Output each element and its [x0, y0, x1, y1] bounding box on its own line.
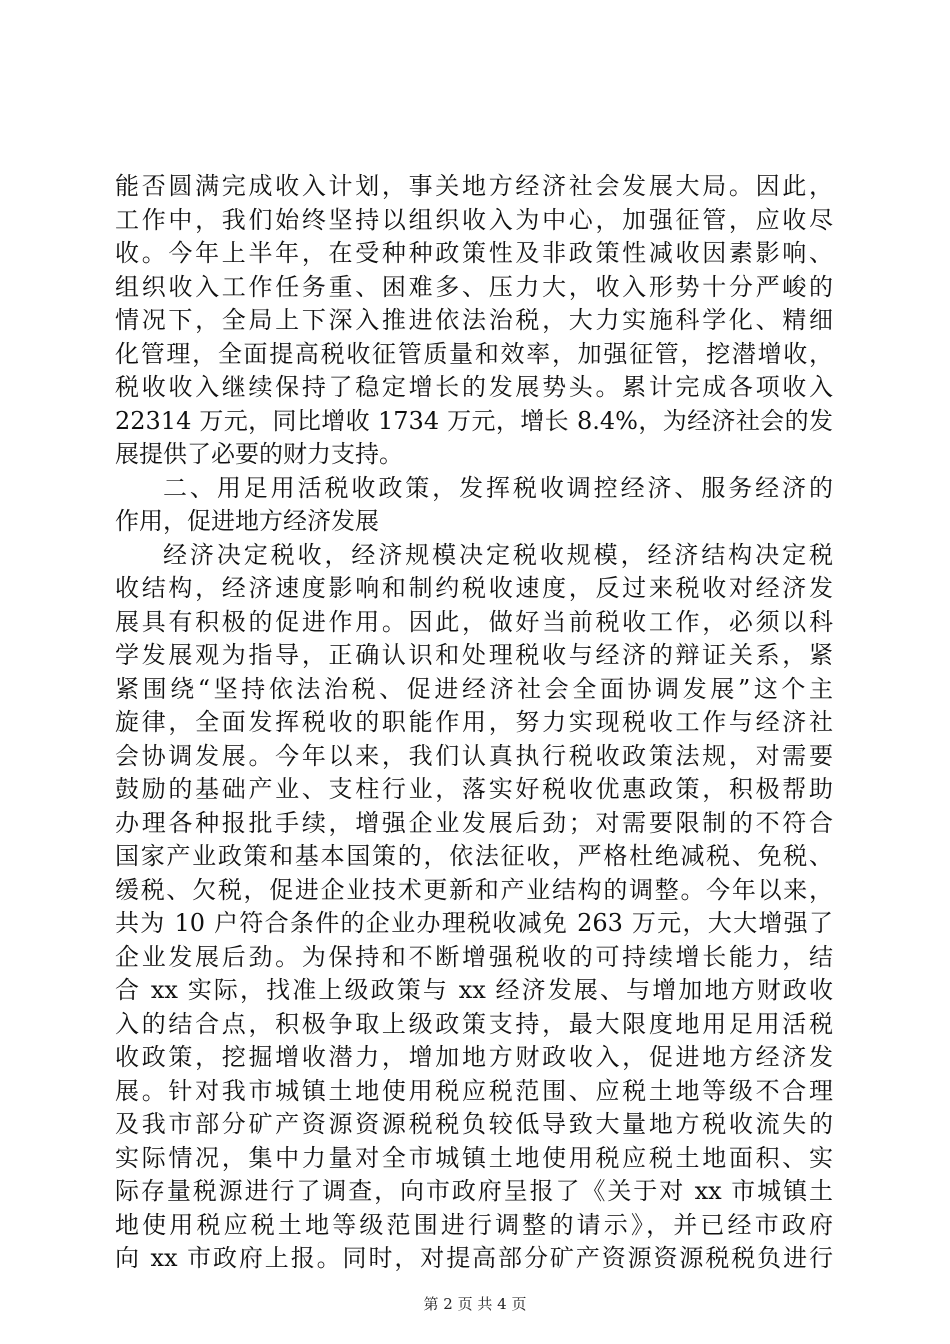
text-line: 共为 10 户符合条件的企业办理税收减免 263 万元，大大增强了 — [115, 909, 833, 937]
text-line: 紧围绕“坚持依法治税、促进经济社会全面协调发展”这个主 — [115, 674, 833, 703]
text-line: 国家产业政策和基本国策的，依法征收，严格杜绝减税、免税、 — [115, 842, 833, 870]
text-line: 地使用税应税土地等级范围进行调整的请示》，并已经市政府 — [115, 1210, 833, 1239]
text-line: 学发展观为指导，正确认识和处理税收与经济的辩证关系，紧 — [115, 641, 833, 669]
text-line: 合 xx 实际，找准上级政策与 xx 经济发展、与增加地方财政收 — [115, 976, 833, 1004]
section-heading-line: 作用，促进地方经济发展 — [115, 507, 379, 535]
text-line: 实际情况，集中力量对全市城镇土地使用税应税土地面积、实 — [115, 1143, 833, 1172]
text-line: 收政策，挖掘增收潜力，增加地方财政收入，促进地方经济发 — [115, 1043, 833, 1071]
text-line: 经济决定税收，经济规模决定税收规模，经济结构决定税 — [163, 540, 833, 569]
text-line: 旋律，全面发挥税收的职能作用，努力实现税收工作与经济社 — [115, 708, 833, 736]
text-line: 组织收入工作任务重、困难多、压力大，收入形势十分严峻的 — [115, 272, 833, 301]
text-line: 展。针对我市城镇土地使用税应税范围、应税土地等级不合理 — [115, 1076, 833, 1105]
section-heading-line: 二、用足用活税收政策，发挥税收调控经济、服务经济的 — [163, 473, 833, 502]
text-line: 情况下，全局上下深入推进依法治税，大力实施科学化、精细 — [115, 306, 833, 334]
text-line: 缓税、欠税，促进企业技术更新和产业结构的调整。今年以来， — [115, 875, 833, 904]
text-line: 展提供了必要的财力支持。 — [115, 440, 403, 468]
text-line: 税收收入继续保持了稳定增长的发展势头。累计完成各项收入 — [115, 373, 833, 401]
text-line: 向 xx 市政府上报。同时，对提高部分矿产资源资源税税负进行 — [115, 1244, 833, 1272]
text-line: 化管理，全面提高税收征管质量和效率，加强征管，挖潜增收， — [115, 339, 833, 368]
text-line: 际存量税源进行了调查，向市政府呈报了《关于对 xx 市城镇土 — [115, 1177, 833, 1205]
text-line: 入的结合点，积极争取上级政策支持，最大限度地用足用活税 — [115, 1009, 833, 1038]
text-line: 收。今年上半年，在受种种政策性及非政策性减收因素影响、 — [115, 239, 833, 267]
text-line: 工作中，我们始终坚持以组织收入为中心，加强征管，应收尽 — [115, 205, 833, 234]
text-line: 能否圆满完成收入计划，事关地方经济社会发展大局。因此， — [115, 172, 833, 200]
text-line: 企业发展后劲。为保持和不断增强税收的可持续增长能力，结 — [115, 942, 833, 971]
text-line: 展具有积极的促进作用。因此，做好当前税收工作，必须以科 — [115, 607, 833, 636]
text-line: 会协调发展。今年以来，我们认真执行税收政策法规，对需要 — [115, 741, 833, 770]
text-line: 收结构，经济速度影响和制约税收速度，反过来税收对经济发 — [115, 574, 833, 602]
page-footer: 第 2 页 共 4 页 — [423, 1295, 527, 1313]
text-line: 22314 万元，同比增收 1734 万元，增长 8.4%，为经济社会的发 — [115, 406, 833, 435]
text-line: 办理各种报批手续，增强企业发展后劲；对需要限制的不符合 — [115, 808, 833, 837]
text-line: 鼓励的基础产业、支柱行业，落实好税收优惠政策，积极帮助 — [115, 775, 833, 803]
text-line: 及我市部分矿产资源资源税税负较低导致大量地方税收流失的 — [115, 1110, 833, 1138]
